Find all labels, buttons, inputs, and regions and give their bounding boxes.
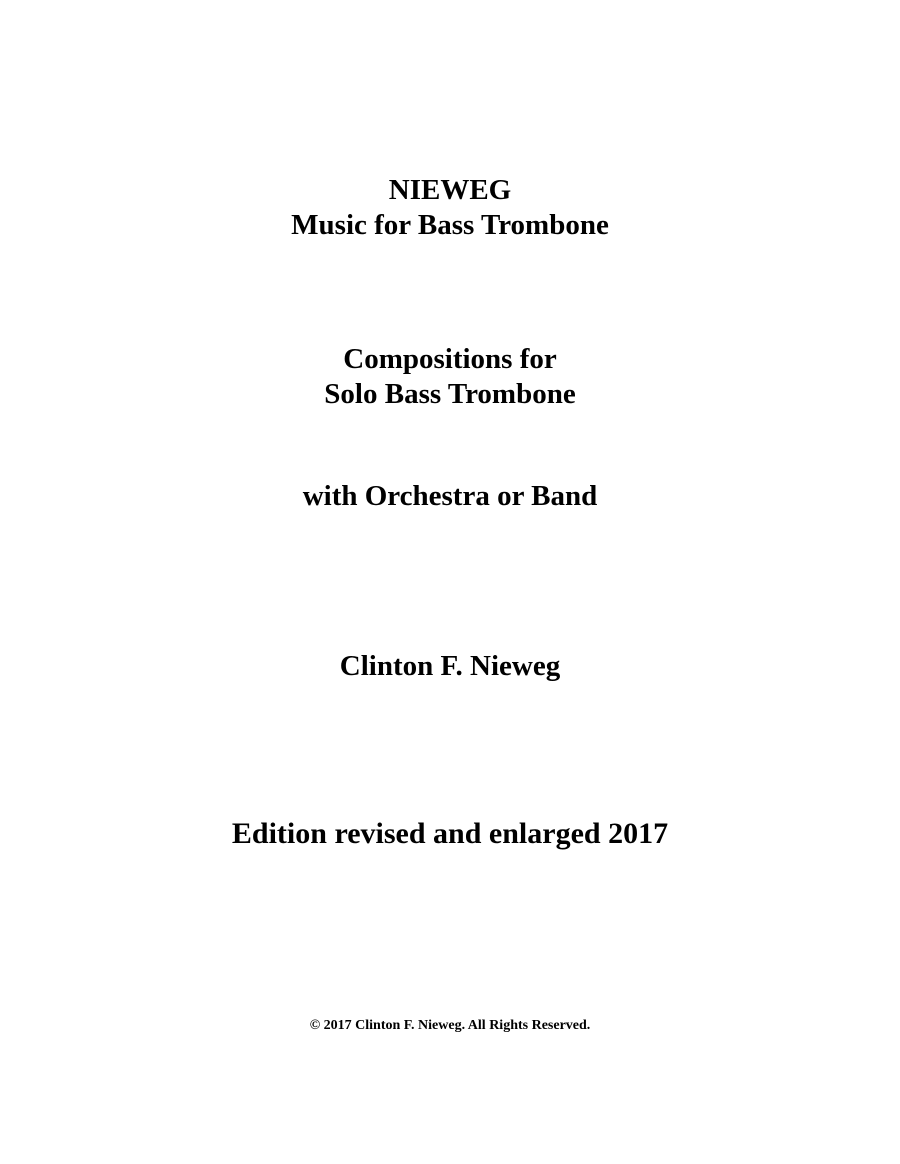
edition-note: Edition revised and enlarged 2017 [231, 817, 669, 850]
subtitle-solo-instrument: Solo Bass Trombone [324, 378, 576, 410]
title-music-for: Music for Bass Trombone [291, 209, 609, 241]
copyright-notice: © 2017 Clinton F. Nieweg. All Rights Reserved. [309, 1018, 591, 1033]
title-composer-name: NIEWEG [388, 174, 512, 206]
author-name: Clinton F. Nieweg [339, 650, 561, 682]
subtitle-compositions: Compositions for [343, 343, 557, 375]
accompaniment-line: with Orchestra or Band [302, 480, 598, 512]
